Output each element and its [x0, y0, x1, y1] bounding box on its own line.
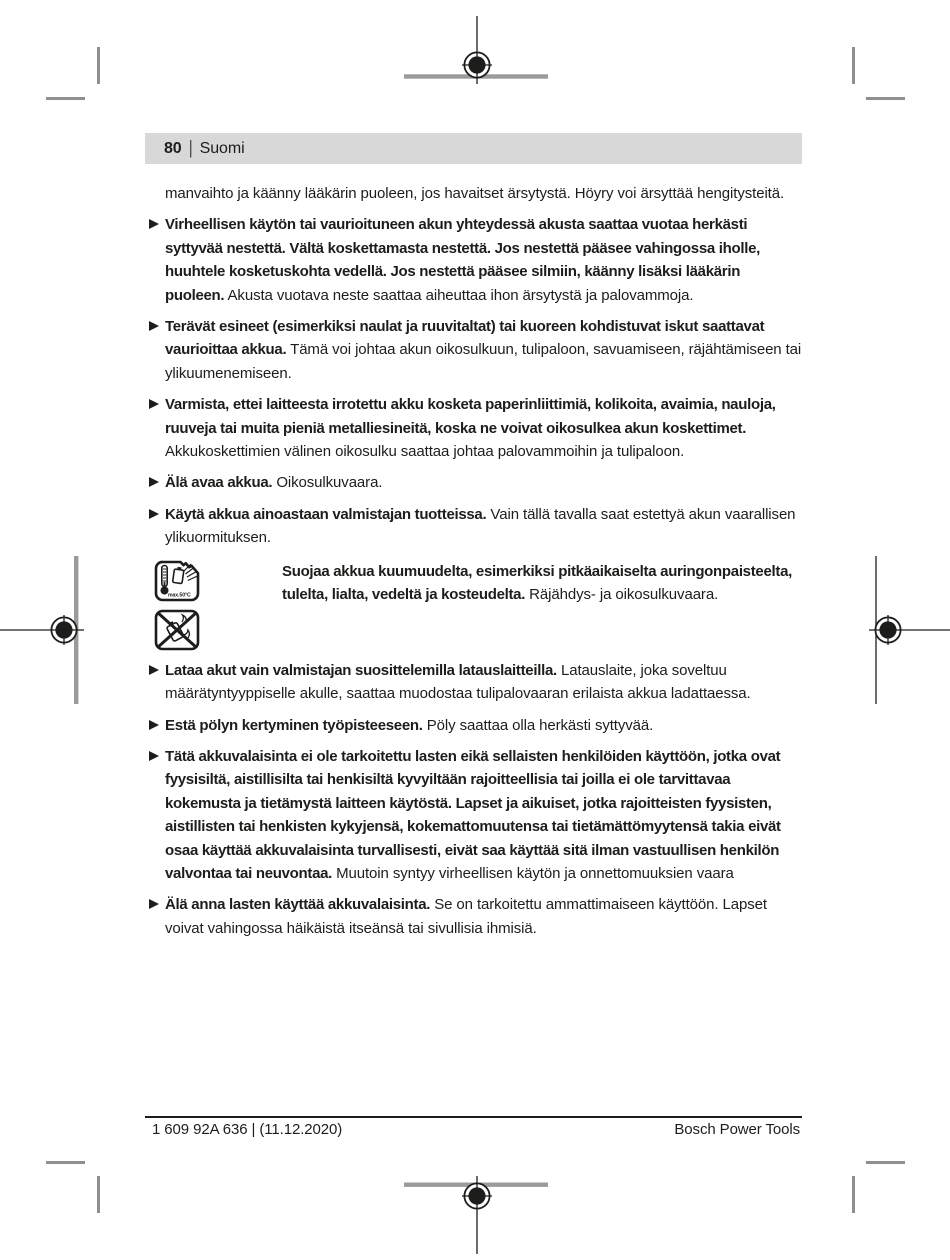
header-separator: | — [188, 138, 193, 158]
bullet-item — [150, 893, 802, 940]
registration-mark-top — [395, 16, 559, 86]
section-title: Suomi — [199, 139, 245, 157]
bullet-regular-text: Akkukoskettimien välinen oikosulku saattaa johtaa palovammoihin ja tulipaloon. — [165, 443, 685, 461]
safety-note-bold: Suojaa akkua kuumuudelta, esimerkiksi pitkäaikaiselta auringonpaisteelta, tulelta, lialta, vedeltä ja kosteudelta. — [282, 562, 792, 604]
bullet-triangle-icon — [149, 321, 159, 331]
bullet-item — [150, 503, 802, 550]
bullet-regular-text: Vain tällä tavalla saat estettyä akun vaarallisen ylikuormituksen. — [165, 505, 796, 547]
bullet-item — [150, 315, 802, 385]
bullet-item — [150, 745, 802, 885]
bullet-bold-text: Estä pölyn kertyminen työpisteeseen. — [165, 716, 423, 734]
battery-heat-warning-icon — [154, 560, 200, 602]
bullet-bold-text: Tätä akkuvalaisinta ei ole tarkoitettu lasten eikä sellaisten henkilöiden käyttöön, jotka ovat fyysisiltä, aistillisilta tai henkisiltä kyvyiltään rajoitteellisia tai joilla ei ole tarvittavaa kokemusta ja tietämystä laitteen käytöstä. Lapset ja aikuiset, jotka rajoitteisten fyysisten, aistillisten tai henkisten kykyjensä, kokemattomuutensa tai tietämättömyytensä takia eivät osaa käyttää akkuvalaisinta turvallisesti, eivät saa käyttää sitä ilman vastuullisen henkilön valvontaa tai neuvontaa. — [165, 747, 781, 882]
prohibition-cross — [158, 612, 197, 647]
bullet-item — [150, 659, 802, 706]
page-content — [150, 164, 802, 940]
bullet-triangle-icon — [149, 899, 159, 909]
crop-mark-bottom-right-vertical — [852, 1176, 855, 1213]
bullet-bold-text: Älä avaa akkua. — [165, 474, 273, 492]
bullet-triangle-icon — [149, 399, 159, 409]
page-number: 80 — [164, 139, 182, 157]
bullet-list-bottom — [150, 659, 802, 940]
bullet-triangle-icon — [149, 751, 159, 761]
bullet-item — [150, 471, 802, 494]
bullet-regular-text: Latauslaite, joka soveltuu määrätyntyyppiselle akulle, saattaa muodostaa tulipalovaaran erilaista akkua ladattaessa. — [165, 661, 751, 703]
safety-note-text — [282, 560, 800, 651]
footer-doc-number: 1 609 92A 636 | (11.12.2020) — [152, 1121, 343, 1138]
bullet-bold-text: Varmista, ettei laitteesta irrotettu akku kosketa paperinliittimiä, kolikoita, avaimia, nauloja, ruuveja tai muita pieniä metalliesineitä, koska ne voivat oikosulkea akun koskettimet. — [165, 396, 776, 437]
bullet-triangle-icon — [149, 720, 159, 730]
bullet-list-top — [150, 213, 802, 549]
bullet-regular-text: Akusta vuotava neste saattaa aiheuttaa ihon ärsytystä ja palovammoja. — [227, 286, 694, 304]
registration-mark-bottom — [395, 1172, 559, 1260]
bullet-bold-text: Käytä akkua ainoastaan valmistajan tuotteissa. — [165, 505, 487, 523]
footer-brand: Bosch Power Tools — [674, 1121, 800, 1138]
crop-mark-bottom-left-vertical — [97, 1176, 100, 1213]
bullet-triangle-icon — [149, 477, 159, 487]
bullet-bold-text: Älä anna lasten käyttää akkuvalaisinta. — [165, 896, 431, 914]
safety-note-with-icons — [154, 560, 802, 651]
max-temp-label: max.50°C — [168, 592, 191, 599]
safety-icon-column — [154, 560, 200, 651]
crop-mark-top-right-horizontal — [866, 97, 905, 100]
registration-mark-left — [0, 556, 104, 704]
crop-mark-top-left-vertical — [97, 47, 100, 84]
crop-mark-top-left-horizontal — [46, 97, 85, 100]
registration-mark-right — [846, 556, 950, 704]
bullet-regular-text: Se on tarkoitettu ammattimaiseen käyttöön. Lapset voivat vahingossa häikäistä itseänsä tai sivullisia ihmisiä. — [165, 896, 767, 937]
bullet-regular-text: Muutoin syntyy virheellisen käytön ja onnettomuuksien vaara — [336, 864, 734, 882]
battery-cell — [173, 566, 185, 583]
bullet-triangle-icon — [149, 665, 159, 675]
battery-no-fire-icon — [154, 609, 200, 651]
crop-mark-bottom-left-horizontal — [46, 1161, 85, 1164]
bullet-triangle-icon — [149, 509, 159, 519]
crop-mark-bottom-right-horizontal — [866, 1161, 905, 1164]
page-header-bar — [145, 133, 802, 164]
bullet-bold-text: Terävät esineet (esimerkiksi naulat ja ruuvitaltat) tai kuoreen kohdistuvat iskut saattavat vaurioittaa akkua. — [165, 318, 765, 359]
bullet-regular-text: Pöly saattaa olla herkästi syttyvää. — [426, 716, 654, 734]
bullet-item — [150, 393, 802, 463]
bullet-regular-text: Oikosulkuvaara. — [276, 474, 383, 492]
safety-note-rest: Räjähdys- ja oikosulkuvaara. — [529, 586, 719, 604]
bullet-item — [150, 213, 802, 307]
footer-rule — [145, 1116, 802, 1118]
bullet-regular-text: Tämä voi johtaa akun oikosulkuun, tulipaloon, savuamiseen, räjähtämiseen tai ylikuumenemiseen. — [165, 341, 802, 382]
bullet-bold-text: Virheellisen käytön tai vaurioituneen akun yhteydessä akusta saattaa vuotaa herkästi syttyvää nestettä. Vältä koskettamasta nestettä. Jos nestettä pääsee vahingossa iholle, huuhtele kosketuskohta vedellä. Jos nestettä pääsee silmiin, käänny lisäksi lääkärin puoleen. — [165, 216, 761, 304]
bullet-item — [150, 714, 802, 737]
bullet-triangle-icon — [149, 219, 159, 229]
thermometer — [161, 565, 169, 594]
bullet-bold-text: Lataa akut vain valmistajan suosittelemilla latauslaitteilla. — [165, 661, 557, 679]
intro-paragraph: manvaihto ja käänny lääkärin puoleen, jos havaitset ärsytystä. Höyry voi ärsyttää hengitysteitä. — [165, 185, 785, 202]
crop-mark-top-right-vertical — [852, 47, 855, 84]
page-footer — [145, 1121, 802, 1138]
